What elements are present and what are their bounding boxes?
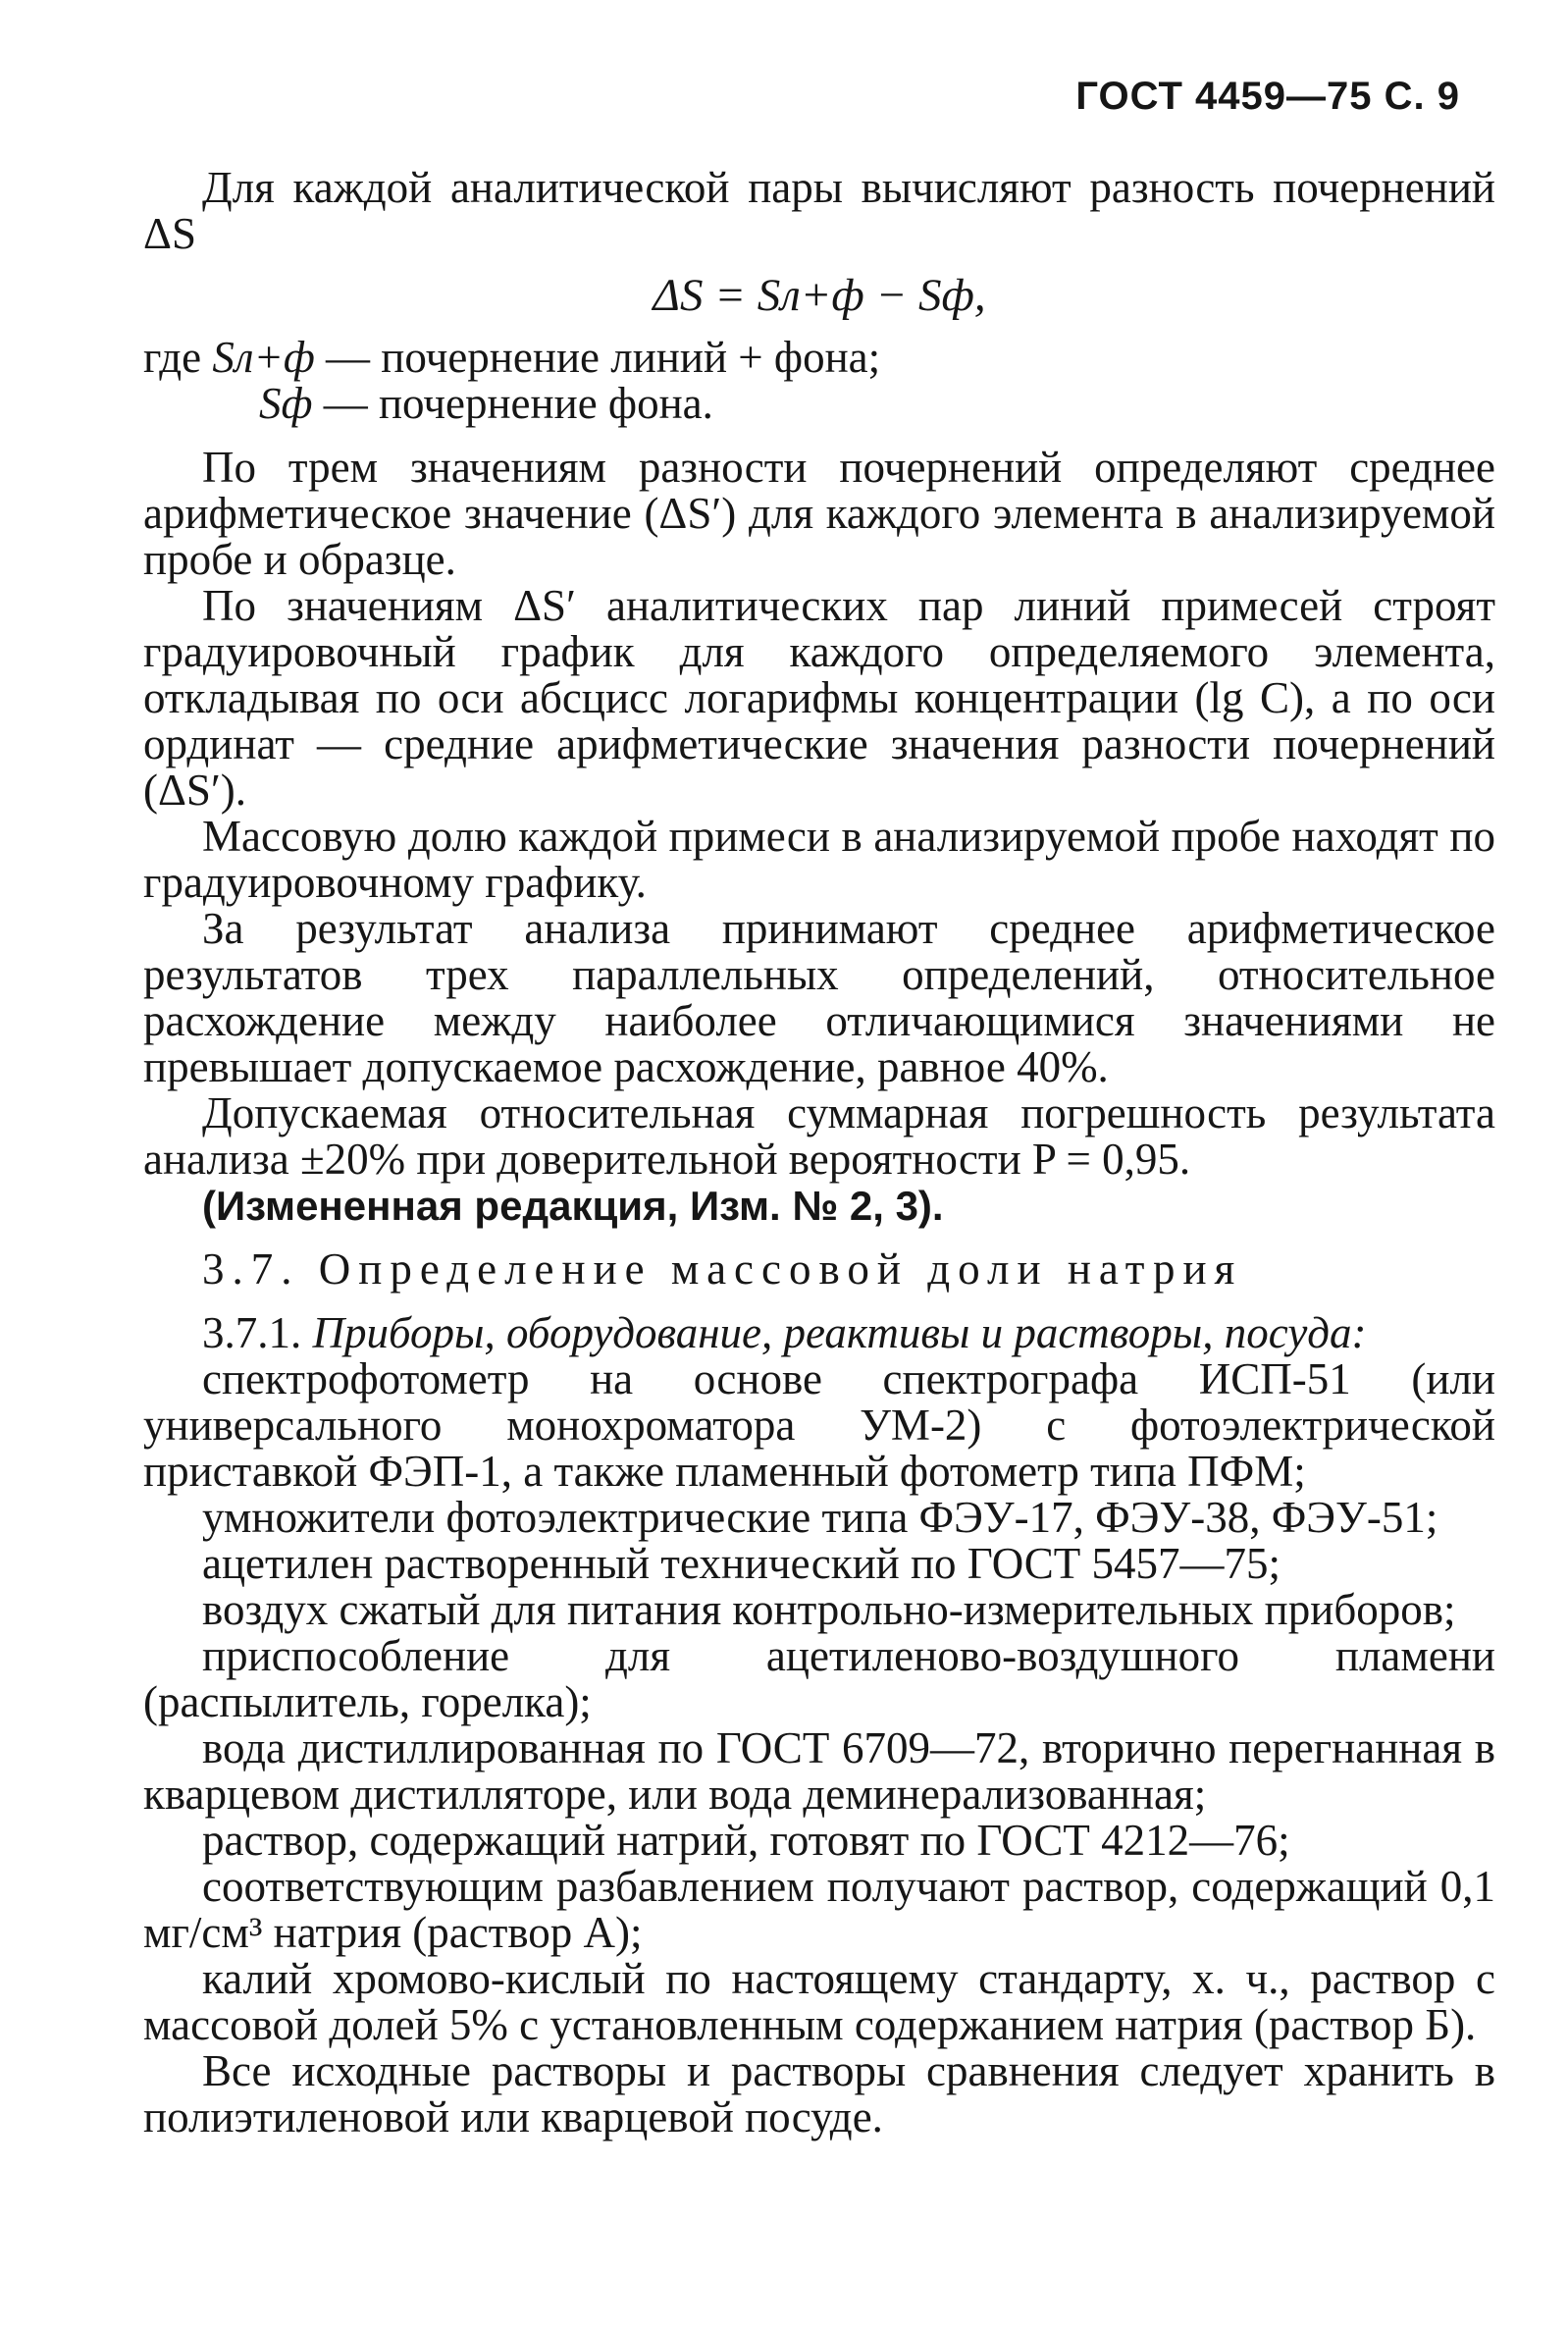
final-paragraph: Все исходные растворы и растворы сравнения следует хранить в полиэтиленовой или кварцевой посуде. [143,2046,1495,2141]
definition-symbol: Sф [259,379,313,428]
list-item: ацетилен растворенный технический по ГОСТ 5457—75; [202,1539,1281,1588]
list-item: спектрофотометр на основе спектрографа ИСП-51 (или универсального монохроматора УМ-2) с фотоэлектрической приставкой ФЭП-1, а также пламенный фотометр типа ПФМ; [143,1354,1495,1496]
paragraph: По значениям ΔS′ аналитических пар линий примесей строят градуировочный график для каждого определяемого элемента, откладывая по оси абсцисс логарифмы концентрации (lg C), а по оси ординат — средние арифметические значения разности почернений (ΔS′). [143,581,1495,815]
list-item: соответствующим разбавлением получают раствор, содержащий 0,1 мг/см³ натрия (раствор А); [143,1862,1495,1957]
list-item: вода дистиллированная по ГОСТ 6709—72, вторично перегнанная в кварцевом дистилляторе, или вода деминерализованная; [143,1723,1495,1819]
definition-row [143,381,1495,427]
paragraph: Массовую долю каждой примеси в анализируемой пробе находят по градуировочному графику. [143,812,1495,907]
definition-text: — почернение фона. [323,379,713,428]
list-item: калий хромово-кислый по настоящему стандарту, х. ч., раствор с массовой долей 5% с установленным содержанием натрия (раствор Б). [143,1954,1495,2049]
subsection-heading [143,1310,1495,1356]
subsection-title: Приборы, оборудование, реактивы и растворы, посуда: [312,1308,1367,1357]
formula: ΔS = Sл+ф − Sф, [653,270,986,321]
page-header: ГОСТ 4459—75 С. 9 [1075,75,1460,118]
paragraph: За результат анализа принимают среднее арифметическое результатов трех параллельных определений, относительное расхождение между наиболее отличающимися значениями не превышает допускаемое расхождение, равное 40%. [143,904,1495,1091]
definition-prefix: где [143,333,202,382]
amendment-note: (Измененная редакция, Изм. № 2, 3). [202,1183,944,1229]
list-item: приспособление для ацетиленово-воздушного пламени (распылитель, горелка); [143,1631,1495,1726]
definitions [143,335,1495,427]
definition-row [143,335,1495,381]
intro-paragraph: Для каждой аналитической пары вычисляют разность почернений ΔS [143,163,1495,258]
list-item: раствор, содержащий натрий, готовят по ГОСТ 4212—76; [202,1816,1290,1865]
subsection-number: 3.7.1. [202,1308,302,1357]
definition-symbol: Sл+ф [212,333,315,382]
list-item: воздух сжатый для питания контрольно-измерительных приборов; [202,1585,1456,1634]
document-body [143,165,1495,2141]
list-item: умножители фотоэлектрические типа ФЭУ-17, ФЭУ-38, ФЭУ-51; [202,1493,1438,1542]
section-title: 3.7. Определение массовой доли натрия [202,1244,1243,1294]
definition-text: — почернение линий + фона; [326,333,881,382]
paragraph: По трем значениям разности почернений определяют среднее арифметическое значение (ΔS′) для каждого элемента в анализируемой пробе и образце. [143,443,1495,584]
paragraph: Допускаемая относительная суммарная погрешность результата анализа ±20% при доверительной вероятности P = 0,95. [143,1088,1495,1184]
